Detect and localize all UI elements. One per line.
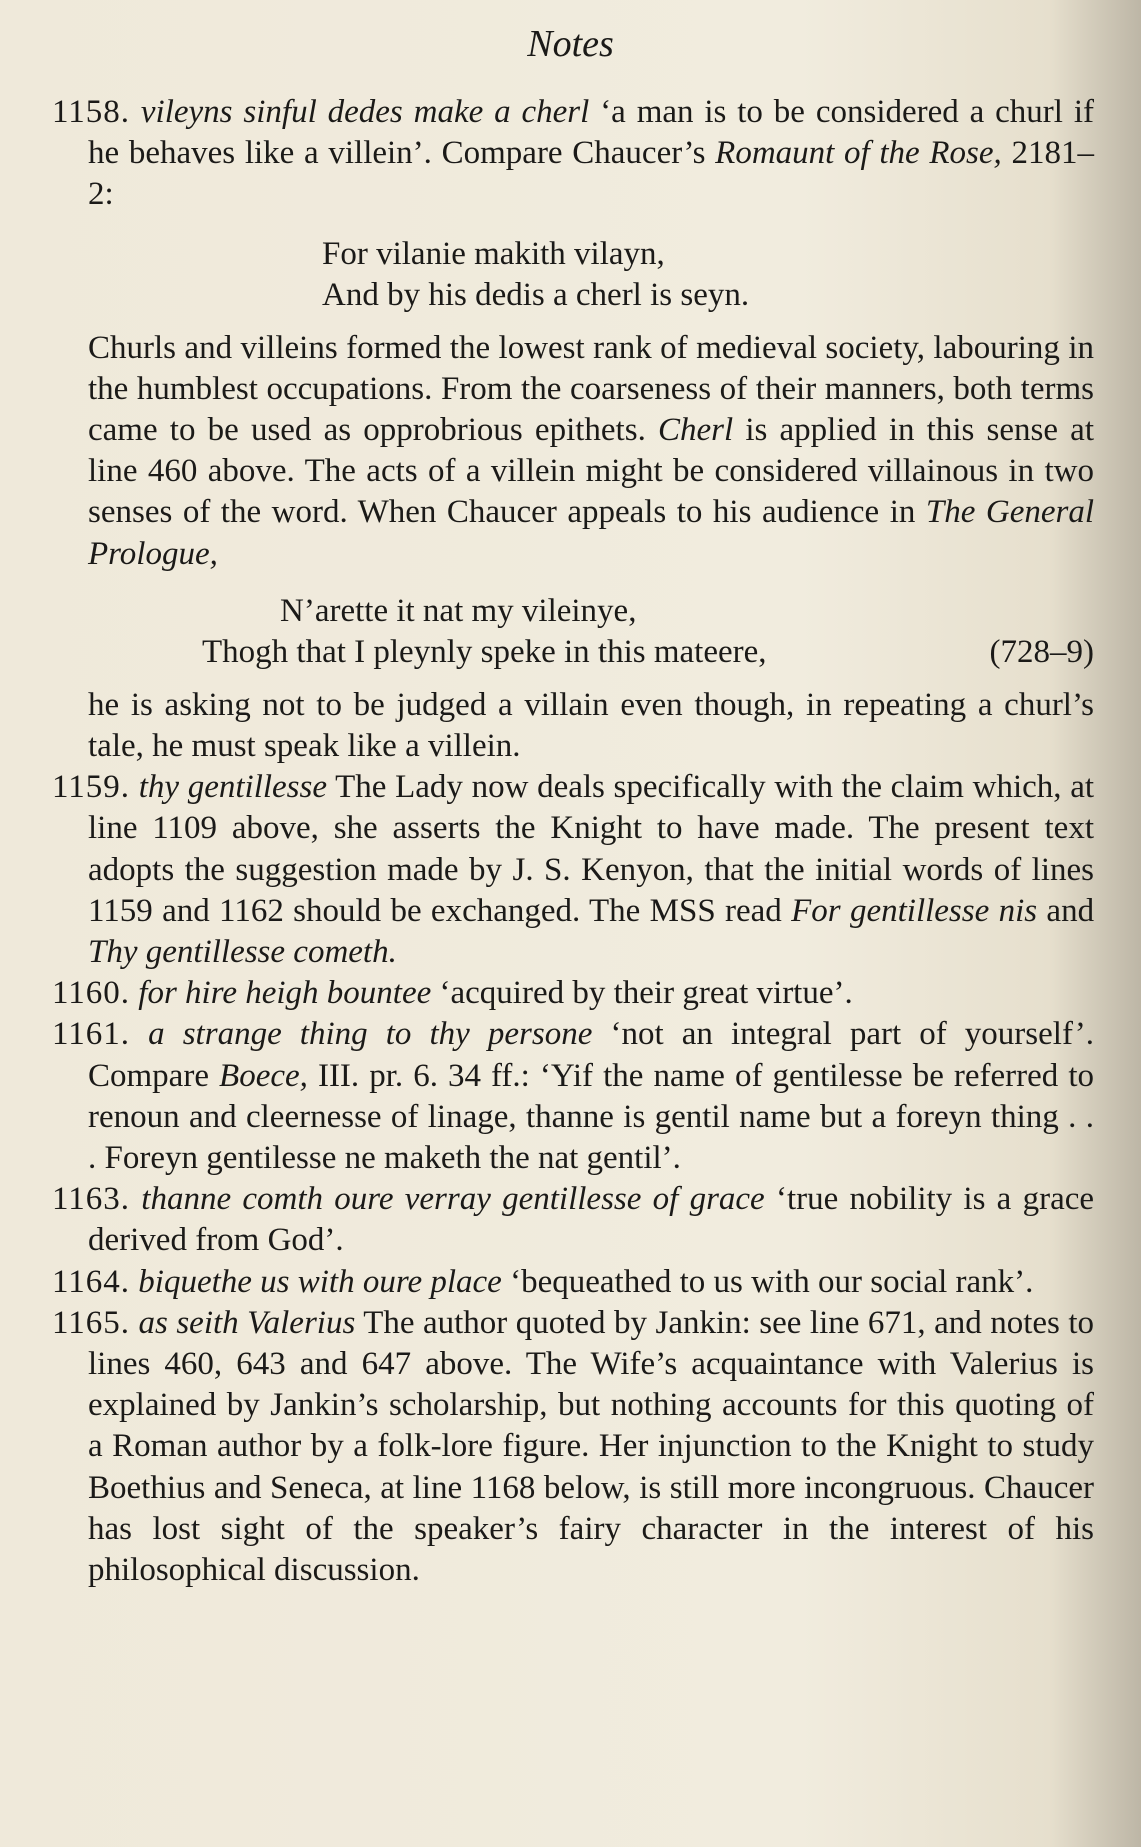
note-paragraph: he is asking not to be judged a villain even though, in repeating a churl’s tale, he must speak like a villein.	[88, 686, 1094, 765]
verse-line: And by his dedis a cherl is seyn.	[322, 276, 750, 313]
note-number: 1164.	[52, 1263, 131, 1300]
note-gloss: ‘true nobility is a grace derived from God’.	[88, 1181, 1095, 1259]
work-title: The General Prologue,	[88, 494, 1095, 572]
note-gloss: ‘bequeathed to us with our social rank’.	[510, 1263, 1034, 1300]
note-text: and	[1046, 892, 1095, 929]
verse-line: For vilanie makith vilayn,	[322, 235, 665, 272]
note-1159	[52, 767, 1094, 973]
note-text: III. pr. 6. 34 ff.: ‘Yif the name of gentilesse be referred to renoun and cleernesse of linage, thanne is gentil name but a foreyn thing . . . Foreyn gentilesse ne maketh the nat gentil’.	[88, 1057, 1095, 1177]
note-1164	[52, 1262, 1094, 1303]
note-1165	[52, 1303, 1094, 1591]
note-gloss: ‘a man is to be considered a churl if he behaves like a villein’. Compare Chaucer’s	[88, 94, 1094, 172]
verse-line: Thogh that I pleynly speke in this mateere,	[202, 633, 767, 670]
note-1160	[52, 973, 1094, 1014]
italic-term: Cherl	[658, 412, 734, 449]
paragraph-text: is applied in this sense at line 460 above. The acts of a villein might be considered villainous in two senses of the word. When Chaucer appeals to his audience in	[88, 412, 1094, 531]
note-paragraph	[52, 328, 1094, 575]
note-number: 1158.	[52, 94, 131, 130]
note-number: 1161.	[52, 1016, 131, 1053]
note-1158	[52, 92, 1094, 216]
verse-quotation	[322, 234, 1094, 316]
note-lemma: thy gentillesse	[138, 769, 328, 806]
notes-body	[52, 92, 1094, 1591]
italic-term: Thy gentillesse cometh.	[88, 934, 397, 971]
work-title: Boece,	[219, 1057, 308, 1094]
note-number: 1163.	[52, 1181, 131, 1218]
verse-line-with-ref	[52, 632, 1094, 673]
note-text: read	[725, 892, 782, 929]
note-text: The Lady now deals specifically with the claim which, at line 1109 above, she asserts the Knight to have made. The present text adopts the suggestion made by J. S. Kenyon, that the initial words of lines 1159 and 1162 should be exchanged. The	[88, 769, 1095, 929]
line-reference: 2181–2:	[88, 135, 1094, 213]
note-number: 1159.	[52, 769, 131, 806]
verse-line: N’arette it nat my vileinye,	[280, 592, 637, 629]
note-lemma: vileyns sinful dedes make a cherl	[140, 94, 590, 130]
abbreviation: MSS	[649, 892, 716, 929]
page-header: Notes	[527, 23, 614, 65]
note-lemma: biquethe us with oure place	[138, 1263, 502, 1300]
verse-quotation	[52, 591, 1094, 673]
work-title: Romaunt of the Rose,	[715, 135, 1002, 172]
note-number: 1160.	[52, 975, 131, 1012]
line-reference: (728–9)	[989, 633, 1094, 670]
note-lemma: a strange thing to thy persone	[148, 1016, 593, 1053]
note-1161	[52, 1014, 1094, 1179]
paragraph-text: Churls and villeins formed the lowest rank of medieval society, labouring in the humblest occupations. From the coarseness of their manners, both terms came to be used as opprobrious epithets.	[88, 329, 1094, 449]
note-lemma: for hire heigh bountee	[138, 975, 432, 1012]
note-text: The author quoted by Jankin: see line 671, and notes to lines 460, 643 and 647 above. The Wife’s acquaintance with Valerius is explained by Jankin’s scholarship, but nothing accounts for this quoting of a Roman author by a folk-lore figure. Her injunction to the Knight to study Boethius and Seneca, at line 1168 below, is still more incongruous. Chaucer has lost sight of the speaker’s fairy character in the interest of his philosophical discussion.	[88, 1304, 1095, 1589]
note-1163	[52, 1179, 1094, 1261]
note-lemma: as seith Valerius	[138, 1304, 356, 1341]
note-lemma: thanne comth oure verray gentillesse of grace	[141, 1181, 765, 1218]
note-gloss: ‘not an integral part of yourself’. Compare	[88, 1016, 1094, 1094]
italic-term: For gentillesse nis	[791, 892, 1038, 929]
note-gloss: ‘acquired by their great virtue’.	[439, 975, 853, 1012]
note-number: 1165.	[52, 1304, 131, 1341]
